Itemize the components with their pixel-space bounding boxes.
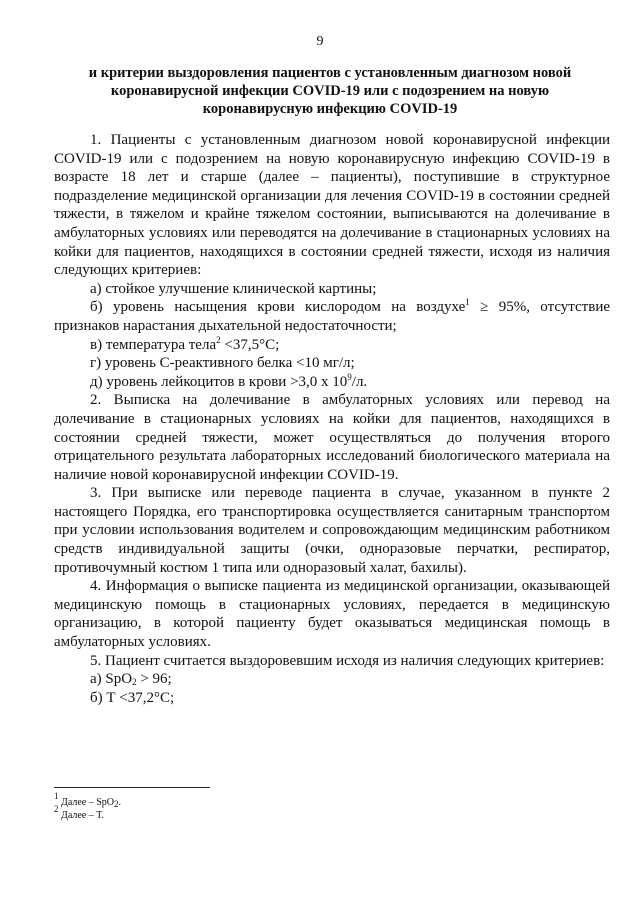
criterion-a: а) стойкое улучшение клинической картины; bbox=[90, 280, 377, 297]
subscript: 2 bbox=[132, 677, 137, 688]
recovery-criterion-b: б) Т <37,2°С; bbox=[90, 689, 175, 706]
criterion-v-text-cont: <37,5°С; bbox=[220, 336, 280, 353]
footnote-ref-2: 2 bbox=[216, 334, 221, 345]
recovery-criterion-a bbox=[54, 670, 610, 689]
criterion-v bbox=[54, 336, 610, 355]
criterion-v-text: в) температура тела bbox=[90, 336, 217, 353]
page-number: 9 bbox=[316, 34, 324, 49]
recovery-criterion-a-text: а) SpO bbox=[90, 671, 133, 688]
paragraph-1: 1. Пациенты с установленным диагнозом новой коронавирусной инфекции COVID-19 или с подозрением на новую коронавирусную инфекцию COVID-19 в возрасте 18 лет и старше (далее – пациенты), поступившие в структурное подразделение медицинской организации для лечения COVID-19 в состоянии средней тяжести, в тяжелом и крайне тяжелом состоянии, выписываются на долечивание в амбулаторных условиях или переводятся на долечивание в стационарных условиях на койки для пациентов, находящихся в состоянии средней тяжести, исходя из наличия следующих критериев: bbox=[54, 132, 610, 279]
paragraph-5: 5. Пациент считается выздоровевшим исходя из наличия следующих критериев: bbox=[90, 652, 605, 669]
section-heading: и критерии выздоровления пациентов с установленным диагнозом новой коронавирусной инфекции COVID-19 или с подозрением на новую коронавирусную инфекцию COVID-19 bbox=[88, 65, 572, 117]
footnote-1 bbox=[54, 791, 354, 809]
criterion-b-text: б) уровень насыщения крови кислородом на воздухе bbox=[90, 299, 466, 316]
footnote-divider bbox=[54, 787, 210, 788]
footnote-1-end: . bbox=[118, 797, 121, 808]
footnotes bbox=[54, 791, 354, 822]
criterion-b-text-cont: ≥ 95%, отсутствие признаков нарастания дыхательной недостаточности; bbox=[54, 299, 610, 334]
footnote-1-mark: 1 bbox=[54, 791, 59, 801]
document-body bbox=[54, 131, 610, 707]
recovery-criterion-a-text-cont: > 96; bbox=[136, 671, 172, 688]
criterion-d-text: д) уровень лейкоцитов в крови >3,0 х 10 bbox=[90, 373, 348, 390]
footnote-2-mark: 2 bbox=[54, 804, 59, 814]
paragraph-4: 4. Информация о выписке пациента из медицинской организации, оказывающей медицинскую помощь в стационарных условиях, передается в медицинскую организацию, в которой пациенту будет оказываться медицинская помощь в амбулаторных условиях. bbox=[54, 578, 610, 651]
criterion-b bbox=[54, 298, 610, 335]
footnote-1-text: Далее – SpO bbox=[58, 797, 114, 808]
exponent: 9 bbox=[347, 371, 352, 382]
footnote-2-text: Далее – Т. bbox=[58, 810, 104, 821]
paragraph-3: 3. При выписке или переводе пациента в случае, указанном в пункте 2 настоящего Порядка, его транспортировка осуществляется санитарным транспортом при условии использования водителем и сопровождающим медицинским работником средств индивидуальной защиты (очки, одноразовые перчатки, респиратор, противочумный костюм 1 типа или одноразовый халат, бахилы). bbox=[54, 485, 610, 576]
paragraph-2: 2. Выписка на долечивание в амбулаторных условиях или перевод на долечивание в стационарных условиях на койки для пациентов, находящихся в состоянии средней тяжести, может осуществляться до получения второго отрицательного результата лабораторных исследований биологического материала на наличие новой коронавирусной инфекции COVID-19. bbox=[54, 392, 610, 483]
criterion-d bbox=[54, 373, 610, 392]
footnote-ref-1: 1 bbox=[465, 297, 470, 308]
criterion-d-text-cont: /л. bbox=[351, 373, 368, 390]
footnote-2 bbox=[54, 804, 354, 822]
criterion-g: г) уровень С-реактивного белка <10 мг/л; bbox=[90, 355, 355, 372]
footnote-1-subscript: 2 bbox=[114, 799, 119, 809]
